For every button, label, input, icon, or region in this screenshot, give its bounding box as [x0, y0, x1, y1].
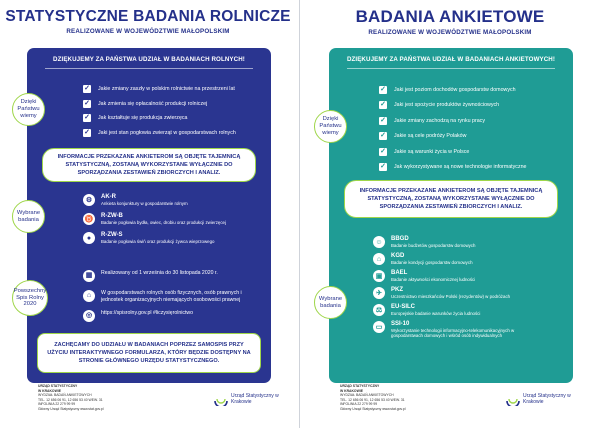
- thanks-bubble: Dzięki Państwu wiemy: [12, 93, 45, 126]
- call-to-action: ZACHĘCAMY DO UDZIAŁU W BADANIACH POPRZEZ SAMOSPIS PRZY UŻYCIU INTERAKTYWNEGO FORMULARZA, KTÓRY BĘDZIE DOSTĘPNY NA STRONIE GŁÓWNEGO URZĘDU STATYSTYCZNEGO.: [37, 333, 261, 373]
- thanks-bubble: Dzięki Państwu wiemy: [314, 110, 347, 143]
- poster-agricultural: [0, 0, 296, 428]
- briefcase-icon: ▣: [373, 270, 385, 282]
- checkbox-icon: ✓: [380, 147, 386, 155]
- poster-title: STATYSTYCZNE BADANIA ROLNICZE: [5, 8, 291, 25]
- confidentiality-note: INFORMACJE PRZEKAZANE ANKIETEROM SĄ OBJĘTE TAJEMNICĄ STATYSTYCZNĄ, ZOSTANĄ WYKORZYSTANE WYŁĄCZNIE DO SPORZĄDZANIA ZESTAWIEŃ ZBIORCZYCH I ANALIZ.: [344, 180, 558, 218]
- poster-subtitle: REALIZOWANE W WOJEWÓDZTWIE MAŁOPOLSKIM: [368, 29, 532, 36]
- gus-logo: Urząd Statystyczny w Krakowie: [506, 392, 571, 406]
- gus-logo-icon: [506, 392, 520, 406]
- list-item: ✓ Jak kształtuje się produkcja zwierzęca: [84, 114, 188, 122]
- list-item: ✓ Jaki jest spożycie produktów żywnościowych: [380, 101, 500, 109]
- checkbox-icon: ✓: [380, 101, 386, 109]
- confidentiality-note: INFORMACJE PRZEKAZANE ANKIETEROM SĄ OBJĘTE TAJEMNICĄ STATYSTYCZNĄ, ZOSTANĄ WYKORZYSTANE WYŁĄCZNIE DO SPORZĄDZANIA ZESTAWIEŃ ZBIORCZYCH I ANALIZ.: [42, 148, 256, 182]
- list-item: ✓ Jakie zmiany zachodzą na rynku pracy: [380, 116, 485, 124]
- survey-item: ▭ SSI-10 Wykorzystanie technologii informacyjno-telekomunikacyjnych w gospodarstwach domowych i wśród osób indywidualnych: [373, 321, 563, 338]
- content-panel: [13, 48, 271, 383]
- footer-contact: URZĄD STATYSTYCZNY W KRAKOWIE WYDZIAŁ BADAŃ ANKIETOWYCH TEL. 12 656 06 91, 12 656 53 40 WEW. 31 INFOLINIA 22 279 99 99 Główny Urząd Statystyczny www.stat.gov.pl: [38, 384, 104, 411]
- pig-icon: ●: [83, 232, 95, 244]
- survey-item: ☺ BBGD Badanie budżetów gospodarstw domowych: [373, 236, 563, 248]
- surveys-bubble: Wybrane badania: [314, 286, 347, 319]
- census-bubble: Powszechny Spis Rolny 2020: [12, 280, 48, 316]
- list-item: ✓ Jaki jest poziom dochodów gospodarstw domowych: [380, 85, 516, 93]
- check-list: [379, 82, 526, 175]
- footer-contact: URZĄD STATYSTYCZNY W KRAKOWIE WYDZIAŁ BADAŃ ANKIETOWYCH TEL. 12 656 06 91, 12 656 53 40 WEW. 31 INFOLINIA 22 279 99 99 Główny Urząd Statystyczny www.stat.gov.pl: [340, 384, 406, 411]
- checkbox-icon: ✓: [84, 114, 90, 122]
- tractor-icon: ⚙: [83, 194, 95, 206]
- survey-item: ▣ BAEL Badanie aktywności ekonomicznej ludności: [373, 270, 563, 282]
- poster-surveys: [302, 0, 598, 428]
- check-list: [83, 82, 236, 140]
- survey-item: ♉ R-ZW-B Badanie pogłowia bydła, owiec, drobiu oraz produkcji zwierzęcej: [84, 213, 226, 225]
- computer-icon: ▭: [373, 321, 385, 333]
- cow-icon: ♉: [83, 213, 95, 225]
- list-item: ✓ Jaki jest stan pogłowia zwierząt w gospodarstwach rolnych: [84, 128, 236, 136]
- list-item: ✓ Jak wykorzystywane są nowe technologie informatyczne: [380, 163, 527, 171]
- list-item: ✓ Jak zmienia się opłacalność produkcji rolniczej: [84, 99, 208, 107]
- checkbox-icon: ✓: [380, 132, 386, 140]
- plane-icon: ✈: [373, 287, 385, 299]
- checkbox-icon: ✓: [380, 85, 386, 93]
- checkbox-icon: ✓: [380, 163, 386, 171]
- content-panel: [318, 48, 573, 383]
- divider: [45, 68, 253, 69]
- census-item: ▦ Realizowany od 1 września do 30 listopada 2020 r.: [83, 270, 263, 282]
- list-item: ✓ Jakie są warunki życia w Polsce: [380, 147, 470, 155]
- census-list: [83, 270, 263, 322]
- checkbox-icon: ✓: [84, 128, 90, 136]
- gus-logo: Urząd Statystyczny w Krakowie: [214, 392, 279, 406]
- survey-item: ● R-ZW-S Badanie pogłowia świń oraz produkcji żywca wieprzowego: [83, 232, 263, 244]
- web-icon: ◎: [83, 310, 95, 322]
- survey-item: ⚙ AK-R Ankieta konjunktury w gospodarstwie rolnym: [83, 194, 263, 206]
- gus-logo-icon: [214, 392, 228, 406]
- house-icon: ⌂: [373, 253, 385, 265]
- thanks-heading: DZIĘKUJEMY ZA PAŃSTWA UDZIAŁ W BADANIACH ANKIETOWYCH!: [346, 56, 556, 63]
- survey-list: [83, 194, 263, 249]
- checkbox-icon: ✓: [380, 116, 386, 124]
- list-item: ✓ Jakie są cele podróży Polaków: [380, 132, 467, 140]
- surveys-bubble: Wybrane badania: [12, 200, 45, 233]
- survey-item: ✈ PKZ Uczestnictwo mieszkańców Polski (rezydentów) w podróżach: [373, 287, 563, 299]
- thanks-heading: DZIĘKUJEMY ZA PAŃSTWA UDZIAŁ W BADANIACH ROLNYCH!: [53, 56, 245, 63]
- poster-title: BADANIA ANKIETOWE: [355, 7, 545, 26]
- poster-subtitle: REALIZOWANE W WOJEWÓDZTWIE MAŁOPOLSKIM: [66, 28, 230, 35]
- calendar-icon: ▦: [83, 270, 95, 282]
- people-icon: ☺: [373, 236, 385, 248]
- checkbox-icon: ✓: [84, 99, 90, 107]
- list-item: ✓ Jakie zmiany zaszły w polskim rolnictwie na przestrzeni lat: [84, 85, 235, 93]
- survey-item: ⌂ KGD Badanie kondycji gospodarstw domowych: [373, 253, 563, 265]
- checkbox-icon: ✓: [84, 85, 90, 93]
- survey-list: [373, 236, 563, 343]
- survey-item: ⚖ EU-SILC Europejskie badanie warunków życia ludności: [373, 304, 563, 316]
- scale-icon: ⚖: [373, 304, 385, 316]
- census-item: ⌂ W gospodarstwach rolnych osób fizycznych, osób prawnych i jednostek organizacyjnych niemających osobowości prawnej: [83, 290, 263, 304]
- page-divider: [299, 0, 300, 428]
- divider: [347, 68, 555, 69]
- census-item: ◎ https://spisrolny.gov.pl #liczysięrolnictwo: [83, 310, 263, 322]
- farm-icon: ⌂: [83, 290, 95, 302]
